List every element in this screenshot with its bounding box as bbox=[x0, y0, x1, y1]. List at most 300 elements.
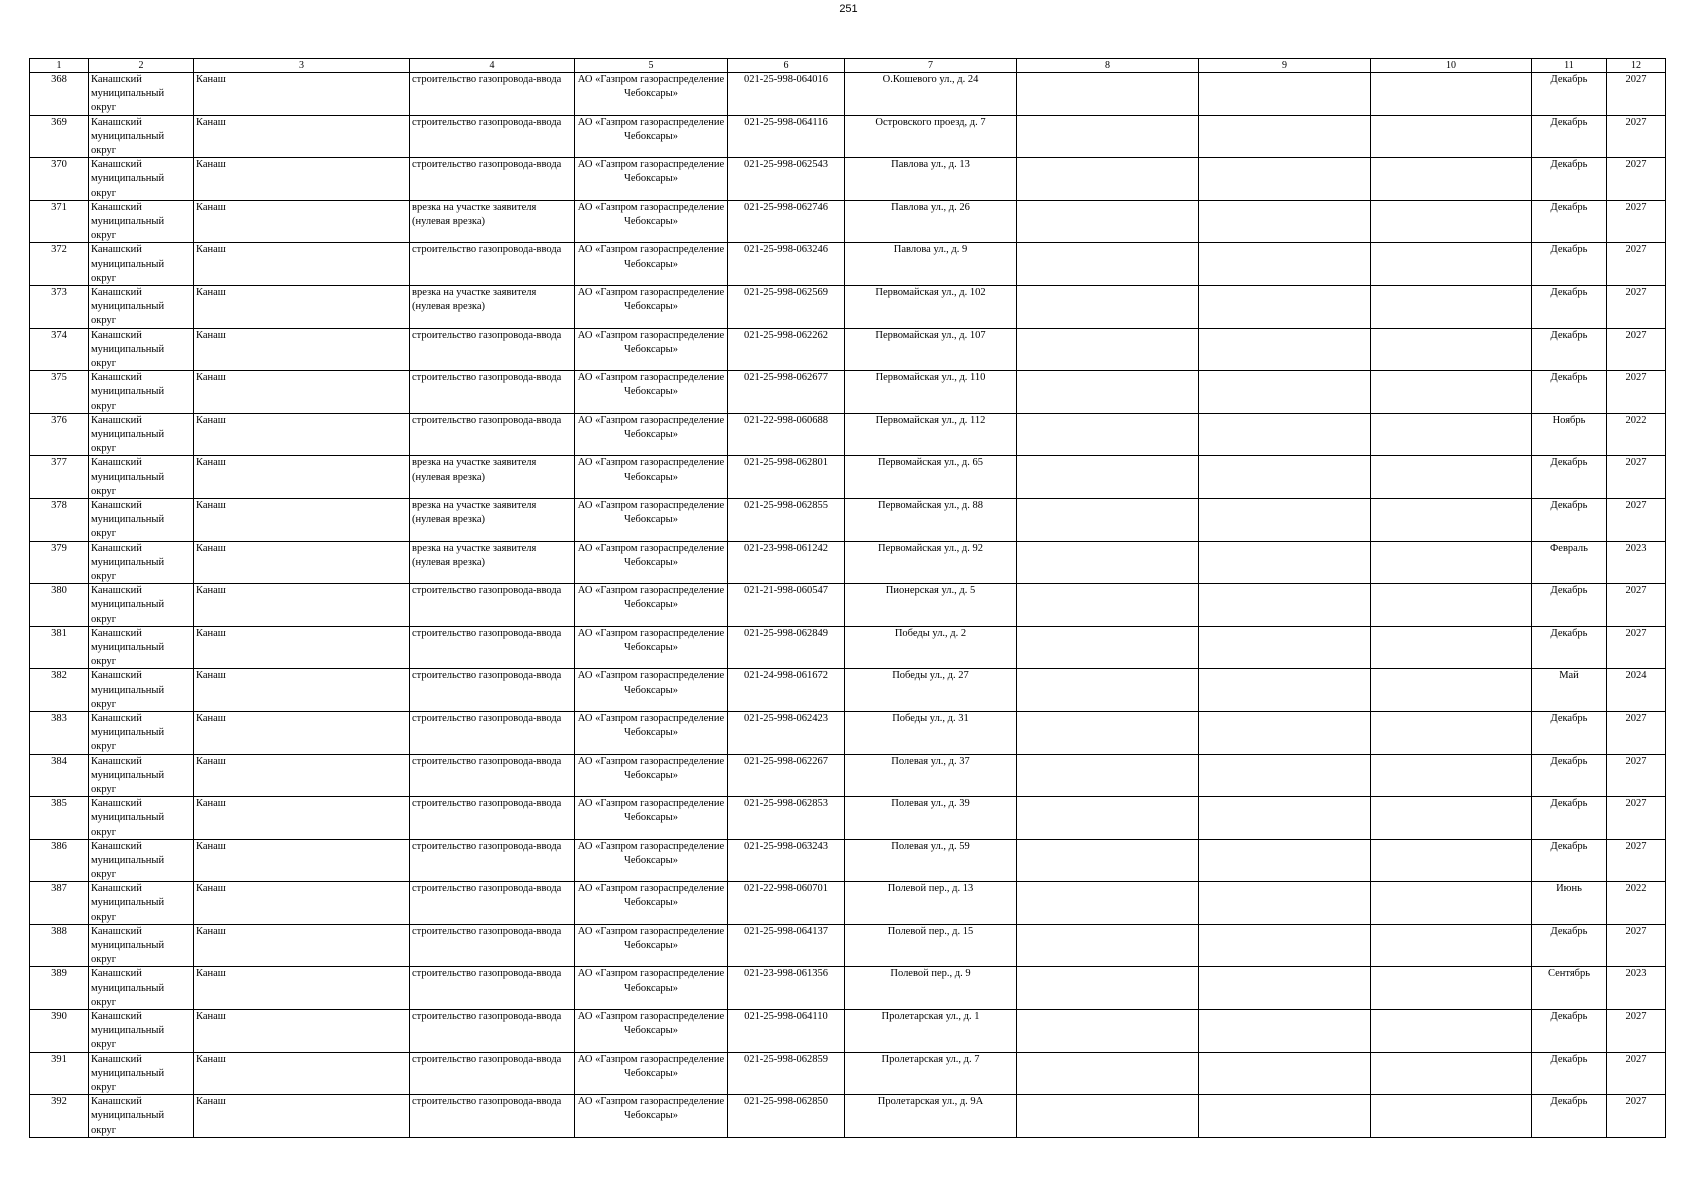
settlement-cell bbox=[194, 882, 410, 925]
address-cell-text: Павлова ул., д. 13 bbox=[891, 159, 970, 171]
empty-cell-9 bbox=[1199, 541, 1371, 584]
table-row bbox=[30, 243, 1666, 286]
work-type-cell bbox=[410, 754, 575, 797]
empty-cell-8 bbox=[1017, 328, 1199, 371]
application-id-cell-text: 021-25-998-062859 bbox=[744, 1053, 828, 1065]
work-type-cell bbox=[410, 371, 575, 414]
empty-cell-10 bbox=[1371, 243, 1532, 286]
year-cell-text: 2027 bbox=[1625, 457, 1647, 469]
empty-cell-9 bbox=[1199, 243, 1371, 286]
district-cell bbox=[89, 924, 194, 967]
year-cell-text: 2027 bbox=[1625, 244, 1647, 256]
settlement-cell bbox=[194, 797, 410, 840]
settlement-cell bbox=[194, 285, 410, 328]
row-number-cell-text: 391 bbox=[51, 1053, 67, 1065]
settlement-cell bbox=[194, 158, 410, 201]
address-cell-text: Пролетарская ул., д. 9А bbox=[877, 1096, 984, 1108]
settlement-cell bbox=[194, 200, 410, 243]
row-number-cell bbox=[30, 328, 89, 371]
settlement-cell-text: Канаш bbox=[196, 414, 226, 426]
settlement-cell bbox=[194, 413, 410, 456]
table-row bbox=[30, 924, 1666, 967]
application-id-cell-text: 021-25-998-063243 bbox=[744, 840, 828, 852]
month-cell-text: Декабрь bbox=[1550, 627, 1588, 639]
work-type-cell-text: строительство газопровода-ввода bbox=[412, 329, 562, 341]
year-cell bbox=[1607, 584, 1666, 627]
year-cell-text: 2023 bbox=[1625, 542, 1647, 554]
organization-cell-text: АО «Газпром газораспределение Чебоксары» bbox=[577, 542, 725, 568]
work-type-cell bbox=[410, 73, 575, 116]
month-cell bbox=[1532, 839, 1607, 882]
organization-cell-text: АО «Газпром газораспределение Чебоксары» bbox=[577, 244, 725, 270]
year-cell bbox=[1607, 413, 1666, 456]
application-id-cell-text: 021-25-998-062677 bbox=[744, 372, 828, 384]
work-type-cell bbox=[410, 115, 575, 158]
address-cell-text: Первомайская ул., д. 102 bbox=[875, 286, 986, 298]
address-cell bbox=[845, 158, 1017, 201]
application-id-cell bbox=[728, 584, 845, 627]
month-cell-text: Декабрь bbox=[1550, 201, 1588, 213]
organization-cell-text: АО «Газпром газораспределение Чебоксары» bbox=[577, 329, 725, 355]
month-cell-text: Декабрь bbox=[1550, 329, 1588, 341]
table-row bbox=[30, 285, 1666, 328]
settlement-cell bbox=[194, 1010, 410, 1053]
month-cell bbox=[1532, 73, 1607, 116]
empty-cell-9 bbox=[1199, 967, 1371, 1010]
table-row bbox=[30, 158, 1666, 201]
year-cell bbox=[1607, 200, 1666, 243]
year-cell-text: 2027 bbox=[1625, 329, 1647, 341]
row-number-cell bbox=[30, 1010, 89, 1053]
empty-cell-9 bbox=[1199, 498, 1371, 541]
month-cell bbox=[1532, 285, 1607, 328]
table-row bbox=[30, 1052, 1666, 1095]
year-cell bbox=[1607, 1095, 1666, 1138]
empty-cell-10 bbox=[1371, 158, 1532, 201]
district-cell bbox=[89, 115, 194, 158]
address-cell-text: Полевой пер., д. 9 bbox=[890, 968, 971, 980]
row-number-cell-text: 384 bbox=[51, 755, 67, 767]
address-cell-text: Полевая ул., д. 37 bbox=[891, 755, 970, 767]
row-number-cell bbox=[30, 924, 89, 967]
organization-cell bbox=[575, 115, 728, 158]
address-cell-text: О.Кошевого ул., д. 24 bbox=[882, 74, 979, 85]
district-cell-text: Канашский муниципальный округ bbox=[91, 499, 165, 540]
work-type-cell-text: строительство газопровода-ввода bbox=[412, 244, 562, 256]
district-cell-text: Канашский муниципальный округ bbox=[91, 116, 165, 156]
empty-cell-10 bbox=[1371, 924, 1532, 967]
month-cell bbox=[1532, 669, 1607, 712]
work-type-cell bbox=[410, 584, 575, 627]
table-row bbox=[30, 669, 1666, 712]
application-id-cell bbox=[728, 371, 845, 414]
application-id-cell-text: 021-25-998-064137 bbox=[744, 925, 828, 937]
work-type-cell-text: строительство газопровода-ввода bbox=[412, 883, 562, 895]
empty-cell-10 bbox=[1371, 1010, 1532, 1053]
application-id-cell bbox=[728, 285, 845, 328]
application-id-cell-text: 021-23-998-061242 bbox=[744, 542, 828, 554]
application-id-cell bbox=[728, 413, 845, 456]
row-number-cell-text: 377 bbox=[51, 457, 67, 469]
work-type-cell-text: строительство газопровода-ввода bbox=[412, 414, 562, 426]
organization-cell bbox=[575, 413, 728, 456]
empty-cell-10 bbox=[1371, 967, 1532, 1010]
district-cell bbox=[89, 626, 194, 669]
district-cell bbox=[89, 797, 194, 840]
work-type-cell bbox=[410, 243, 575, 286]
organization-cell bbox=[575, 1095, 728, 1138]
year-cell-text: 2027 bbox=[1625, 798, 1647, 810]
empty-cell-9 bbox=[1199, 158, 1371, 201]
month-cell bbox=[1532, 158, 1607, 201]
table-row bbox=[30, 882, 1666, 925]
district-cell-text: Канашский муниципальный округ bbox=[91, 244, 165, 284]
work-type-cell-text: врезка на участке заявителя (нулевая врезка) bbox=[412, 542, 537, 568]
table-row bbox=[30, 200, 1666, 243]
application-id-cell bbox=[728, 797, 845, 840]
application-id-cell-text: 021-25-998-062850 bbox=[744, 1096, 828, 1108]
address-cell-text: Победы ул., д. 2 bbox=[894, 627, 967, 639]
empty-cell-9 bbox=[1199, 413, 1371, 456]
work-type-cell bbox=[410, 328, 575, 371]
application-id-cell bbox=[728, 924, 845, 967]
empty-cell-10 bbox=[1371, 285, 1532, 328]
district-cell bbox=[89, 73, 194, 116]
empty-cell-9 bbox=[1199, 669, 1371, 712]
empty-cell-8 bbox=[1017, 200, 1199, 243]
organization-cell bbox=[575, 882, 728, 925]
application-id-cell bbox=[728, 73, 845, 116]
year-cell-text: 2027 bbox=[1625, 925, 1647, 937]
column-header: 4 bbox=[410, 59, 575, 73]
district-cell-text: Канашский муниципальный округ bbox=[91, 968, 165, 1008]
year-cell-text: 2027 bbox=[1625, 712, 1647, 724]
application-id-cell-text: 021-25-998-062262 bbox=[744, 329, 828, 341]
address-cell bbox=[845, 285, 1017, 328]
application-id-cell-text: 021-25-998-062849 bbox=[744, 627, 828, 639]
year-cell bbox=[1607, 498, 1666, 541]
organization-cell bbox=[575, 285, 728, 328]
month-cell-text: Декабрь bbox=[1550, 286, 1588, 298]
organization-cell-text: АО «Газпром газораспределение Чебоксары» bbox=[577, 670, 725, 696]
settlement-cell-text: Канаш bbox=[196, 1053, 226, 1065]
empty-cell-10 bbox=[1371, 754, 1532, 797]
row-number-cell bbox=[30, 1095, 89, 1138]
settlement-cell bbox=[194, 328, 410, 371]
settlement-cell bbox=[194, 967, 410, 1010]
application-id-cell bbox=[728, 1010, 845, 1053]
organization-cell-text: АО «Газпром газораспределение Чебоксары» bbox=[577, 1011, 725, 1037]
district-cell-text: Канашский муниципальный округ bbox=[91, 329, 165, 369]
application-id-cell-text: 021-25-998-062801 bbox=[744, 457, 828, 469]
year-cell bbox=[1607, 158, 1666, 201]
row-number-cell bbox=[30, 115, 89, 158]
settlement-cell-text: Канаш bbox=[196, 1096, 226, 1108]
month-cell-text: Сентябрь bbox=[1547, 968, 1591, 980]
organization-cell-text: АО «Газпром газораспределение Чебоксары» bbox=[577, 585, 725, 611]
empty-cell-8 bbox=[1017, 967, 1199, 1010]
work-type-cell bbox=[410, 456, 575, 499]
month-cell-text: Июнь bbox=[1556, 883, 1582, 895]
settlement-cell-text: Канаш bbox=[196, 244, 226, 256]
empty-cell-8 bbox=[1017, 413, 1199, 456]
work-type-cell-text: строительство газопровода-ввода bbox=[412, 798, 562, 810]
settlement-cell-text: Канаш bbox=[196, 499, 226, 511]
column-header: 11 bbox=[1532, 59, 1607, 73]
column-header: 7 bbox=[845, 59, 1017, 73]
settlement-cell bbox=[194, 73, 410, 116]
empty-cell-9 bbox=[1199, 711, 1371, 754]
organization-cell-text: АО «Газпром газораспределение Чебоксары» bbox=[577, 883, 725, 909]
year-cell-text: 2027 bbox=[1625, 499, 1647, 511]
district-cell-text: Канашский муниципальный округ bbox=[91, 755, 165, 795]
work-type-cell bbox=[410, 967, 575, 1010]
year-cell-text: 2027 bbox=[1625, 627, 1647, 639]
application-id-cell-text: 021-22-998-060688 bbox=[744, 414, 828, 426]
district-cell bbox=[89, 967, 194, 1010]
table-row bbox=[30, 115, 1666, 158]
work-type-cell-text: строительство газопровода-ввода bbox=[412, 372, 562, 384]
application-id-cell-text: 021-25-998-062855 bbox=[744, 499, 828, 511]
work-type-cell bbox=[410, 711, 575, 754]
row-number-cell-text: 389 bbox=[51, 968, 67, 980]
work-type-cell bbox=[410, 1010, 575, 1053]
work-type-cell-text: строительство газопровода-ввода bbox=[412, 840, 562, 852]
year-cell-text: 2027 bbox=[1625, 1053, 1647, 1065]
organization-cell-text: АО «Газпром газораспределение Чебоксары» bbox=[577, 201, 725, 227]
organization-cell-text: АО «Газпром газораспределение Чебоксары» bbox=[577, 159, 725, 185]
district-cell bbox=[89, 839, 194, 882]
settlement-cell-text: Канаш bbox=[196, 585, 226, 597]
settlement-cell-text: Канаш bbox=[196, 372, 226, 384]
work-type-cell-text: строительство газопровода-ввода bbox=[412, 670, 562, 682]
year-cell bbox=[1607, 541, 1666, 584]
district-cell-text: Канашский муниципальный округ bbox=[91, 627, 165, 668]
row-number-cell bbox=[30, 371, 89, 414]
table-row bbox=[30, 456, 1666, 499]
district-cell bbox=[89, 328, 194, 371]
year-cell bbox=[1607, 1010, 1666, 1053]
year-cell-text: 2027 bbox=[1625, 1096, 1647, 1108]
year-cell-text: 2027 bbox=[1625, 372, 1647, 384]
work-type-cell bbox=[410, 882, 575, 925]
settlement-cell-text: Канаш bbox=[196, 925, 226, 937]
application-id-cell bbox=[728, 200, 845, 243]
row-number-cell bbox=[30, 711, 89, 754]
address-cell-text: Первомайская ул., д. 65 bbox=[878, 457, 983, 469]
work-type-cell-text: строительство газопровода-ввода bbox=[412, 1053, 562, 1065]
settlement-cell-text: Канаш bbox=[196, 74, 226, 85]
table-row bbox=[30, 371, 1666, 414]
organization-cell bbox=[575, 967, 728, 1010]
settlement-cell bbox=[194, 839, 410, 882]
organization-cell bbox=[575, 371, 728, 414]
month-cell-text: Декабрь bbox=[1550, 712, 1588, 724]
page-number: 251 bbox=[839, 3, 858, 15]
month-cell bbox=[1532, 413, 1607, 456]
empty-cell-10 bbox=[1371, 200, 1532, 243]
year-cell-text: 2027 bbox=[1625, 1011, 1647, 1023]
empty-cell-10 bbox=[1371, 669, 1532, 712]
empty-cell-8 bbox=[1017, 1010, 1199, 1053]
address-cell-text: Первомайская ул., д. 107 bbox=[875, 329, 986, 341]
settlement-cell bbox=[194, 243, 410, 286]
empty-cell-9 bbox=[1199, 371, 1371, 414]
settlement-cell-text: Канаш bbox=[196, 883, 226, 895]
year-cell-text: 2027 bbox=[1625, 286, 1647, 298]
row-number-cell bbox=[30, 669, 89, 712]
settlement-cell-text: Канаш bbox=[196, 798, 226, 810]
address-cell bbox=[845, 243, 1017, 286]
district-cell-text: Канашский муниципальный округ bbox=[91, 286, 165, 327]
year-cell-text: 2023 bbox=[1625, 968, 1647, 980]
month-cell bbox=[1532, 371, 1607, 414]
application-id-cell-text: 021-23-998-061356 bbox=[744, 968, 828, 980]
month-cell-text: Декабрь bbox=[1550, 159, 1588, 171]
row-number-cell-text: 378 bbox=[51, 499, 67, 511]
year-cell-text: 2027 bbox=[1625, 840, 1647, 852]
settlement-cell bbox=[194, 669, 410, 712]
empty-cell-10 bbox=[1371, 413, 1532, 456]
work-type-cell bbox=[410, 541, 575, 584]
application-id-cell bbox=[728, 882, 845, 925]
application-id-cell bbox=[728, 115, 845, 158]
application-id-cell-text: 021-25-998-064116 bbox=[744, 116, 828, 128]
month-cell bbox=[1532, 882, 1607, 925]
organization-cell-text: АО «Газпром газораспределение Чебоксары» bbox=[577, 116, 725, 142]
month-cell-text: Декабрь bbox=[1550, 372, 1588, 384]
month-cell-text: Декабрь bbox=[1550, 457, 1588, 469]
address-cell bbox=[845, 73, 1017, 116]
application-id-cell-text: 021-25-998-062423 bbox=[744, 712, 828, 724]
work-type-cell bbox=[410, 669, 575, 712]
application-id-cell bbox=[728, 754, 845, 797]
column-header: 8 bbox=[1017, 59, 1199, 73]
district-cell bbox=[89, 498, 194, 541]
empty-cell-10 bbox=[1371, 882, 1532, 925]
settlement-cell bbox=[194, 1052, 410, 1095]
month-cell-text: Декабрь bbox=[1550, 798, 1588, 810]
settlement-cell-text: Канаш bbox=[196, 712, 226, 724]
column-header: 10 bbox=[1371, 59, 1532, 73]
row-number-cell-text: 369 bbox=[51, 116, 67, 128]
row-number-cell-text: 392 bbox=[51, 1096, 67, 1108]
address-cell-text: Пролетарская ул., д. 1 bbox=[881, 1011, 980, 1023]
row-number-cell-text: 371 bbox=[51, 201, 67, 213]
district-cell bbox=[89, 754, 194, 797]
empty-cell-9 bbox=[1199, 73, 1371, 116]
month-cell-text: Декабрь bbox=[1550, 1053, 1588, 1065]
work-type-cell bbox=[410, 285, 575, 328]
row-number-cell-text: 370 bbox=[51, 159, 67, 171]
register-table bbox=[29, 58, 1666, 1138]
month-cell-text: Декабрь bbox=[1550, 74, 1588, 85]
year-cell bbox=[1607, 285, 1666, 328]
year-cell bbox=[1607, 115, 1666, 158]
empty-cell-10 bbox=[1371, 371, 1532, 414]
organization-cell bbox=[575, 924, 728, 967]
work-type-cell bbox=[410, 797, 575, 840]
table-row bbox=[30, 754, 1666, 797]
column-header: 12 bbox=[1607, 59, 1666, 73]
organization-cell bbox=[575, 626, 728, 669]
empty-cell-8 bbox=[1017, 1052, 1199, 1095]
address-cell bbox=[845, 1052, 1017, 1095]
settlement-cell-text: Канаш bbox=[196, 542, 226, 554]
organization-cell bbox=[575, 711, 728, 754]
empty-cell-8 bbox=[1017, 711, 1199, 754]
address-cell bbox=[845, 584, 1017, 627]
address-cell-text: Полевой пер., д. 15 bbox=[887, 925, 974, 937]
application-id-cell bbox=[728, 328, 845, 371]
district-cell bbox=[89, 669, 194, 712]
year-cell-text: 2027 bbox=[1625, 159, 1647, 171]
row-number-cell bbox=[30, 243, 89, 286]
settlement-cell-text: Канаш bbox=[196, 840, 226, 852]
address-cell bbox=[845, 967, 1017, 1010]
organization-cell-text: АО «Газпром газораспределение Чебоксары» bbox=[577, 499, 725, 526]
address-cell bbox=[845, 371, 1017, 414]
column-header: 2 bbox=[89, 59, 194, 73]
year-cell bbox=[1607, 371, 1666, 414]
empty-cell-8 bbox=[1017, 115, 1199, 158]
row-number-cell-text: 383 bbox=[51, 712, 67, 724]
row-number-cell-text: 375 bbox=[51, 372, 67, 384]
application-id-cell bbox=[728, 498, 845, 541]
empty-cell-9 bbox=[1199, 882, 1371, 925]
table-row bbox=[30, 1095, 1666, 1138]
empty-cell-9 bbox=[1199, 1052, 1371, 1095]
row-number-cell-text: 390 bbox=[51, 1011, 67, 1023]
district-cell bbox=[89, 882, 194, 925]
year-cell bbox=[1607, 754, 1666, 797]
empty-cell-8 bbox=[1017, 754, 1199, 797]
month-cell bbox=[1532, 754, 1607, 797]
row-number-cell bbox=[30, 882, 89, 925]
row-number-cell bbox=[30, 584, 89, 627]
settlement-cell-text: Канаш bbox=[196, 329, 226, 341]
organization-cell bbox=[575, 73, 728, 116]
organization-cell bbox=[575, 200, 728, 243]
settlement-cell bbox=[194, 371, 410, 414]
month-cell bbox=[1532, 1095, 1607, 1138]
address-cell-text: Павлова ул., д. 9 bbox=[893, 244, 968, 256]
year-cell bbox=[1607, 967, 1666, 1010]
work-type-cell-text: строительство газопровода-ввода bbox=[412, 116, 562, 128]
empty-cell-10 bbox=[1371, 584, 1532, 627]
table-row bbox=[30, 1010, 1666, 1053]
organization-cell bbox=[575, 541, 728, 584]
work-type-cell bbox=[410, 158, 575, 201]
table-row bbox=[30, 711, 1666, 754]
row-number-cell-text: 379 bbox=[51, 542, 67, 554]
application-id-cell-text: 021-25-998-062853 bbox=[744, 798, 828, 810]
address-cell-text: Полевой пер., д. 13 bbox=[887, 883, 974, 895]
table-row bbox=[30, 967, 1666, 1010]
month-cell bbox=[1532, 200, 1607, 243]
year-cell bbox=[1607, 882, 1666, 925]
row-number-cell-text: 373 bbox=[51, 286, 67, 298]
work-type-cell-text: строительство газопровода-ввода bbox=[412, 1096, 562, 1108]
organization-cell-text: АО «Газпром газораспределение Чебоксары» bbox=[577, 755, 725, 781]
month-cell bbox=[1532, 924, 1607, 967]
year-cell bbox=[1607, 797, 1666, 840]
column-header: 9 bbox=[1199, 59, 1371, 73]
district-cell-text: Канашский муниципальный округ bbox=[91, 1053, 165, 1094]
district-cell-text: Канашский муниципальный округ bbox=[91, 1096, 165, 1136]
address-cell bbox=[845, 882, 1017, 925]
table-row bbox=[30, 797, 1666, 840]
